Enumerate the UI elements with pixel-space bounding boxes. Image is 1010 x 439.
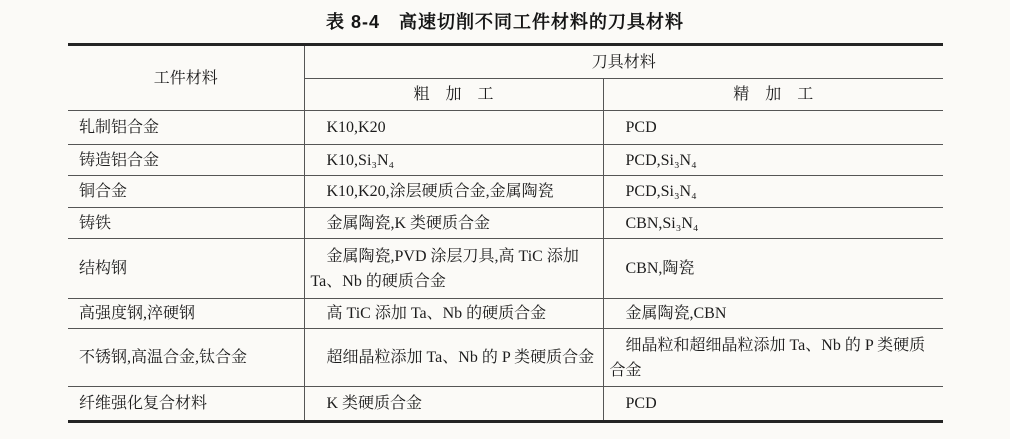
workpiece-cell: 高强度钢,淬硬钢 — [68, 299, 304, 329]
finish-cell: PCD,Si₃N₄ — [603, 145, 943, 176]
rough-cell: 高 TiC 添加 Ta、Nb 的硬质合金 — [304, 299, 603, 329]
table-row — [68, 176, 943, 208]
rough-cell: K10,Si₃N₄ — [304, 145, 603, 176]
workpiece-cell: 铸铁 — [68, 208, 304, 239]
rough-cell: K10,K20,涂层硬质合金,金属陶瓷 — [304, 176, 603, 208]
table-row — [68, 208, 943, 239]
header-rough-machining: 粗 加 工 — [304, 79, 603, 111]
table-row — [68, 299, 943, 329]
workpiece-cell: 不锈钢,高温合金,钛合金 — [68, 329, 304, 387]
workpiece-cell: 铸造铝合金 — [68, 145, 304, 176]
header-tool-material: 刀具材料 — [304, 45, 943, 79]
finish-cell: PCD — [603, 387, 943, 422]
rough-cell: 金属陶瓷,PVD 涂层刀具,高 TiC 添加 Ta、Nb 的硬质合金 — [304, 239, 603, 299]
rough-cell: 超细晶粒添加 Ta、Nb 的 P 类硬质合金 — [304, 329, 603, 387]
header-finish-machining: 精 加 工 — [603, 79, 943, 111]
table-row — [68, 111, 943, 145]
finish-cell: 细晶粒和超细晶粒添加 Ta、Nb 的 P 类硬质合金 — [603, 329, 943, 387]
table-row — [68, 239, 943, 299]
finish-cell: CBN,Si₃N₄ — [603, 208, 943, 239]
workpiece-cell: 轧制铝合金 — [68, 111, 304, 145]
finish-cell: PCD,Si₃N₄ — [603, 176, 943, 208]
rough-cell: K 类硬质合金 — [304, 387, 603, 422]
table-row — [68, 329, 943, 387]
rough-cell: 金属陶瓷,K 类硬质合金 — [304, 208, 603, 239]
workpiece-cell: 铜合金 — [68, 176, 304, 208]
header-row-1 — [68, 45, 943, 79]
tool-materials-table — [68, 43, 943, 423]
table-caption: 表 8-4 高速切削不同工件材料的刀具材料 — [325, 12, 684, 32]
table-row — [68, 145, 943, 176]
workpiece-cell: 结构钢 — [68, 239, 304, 299]
header-workpiece-material: 工件材料 — [68, 45, 304, 111]
finish-cell: 金属陶瓷,CBN — [603, 299, 943, 329]
rough-cell: K10,K20 — [304, 111, 603, 145]
table-row — [68, 387, 943, 422]
finish-cell: CBN,陶瓷 — [603, 239, 943, 299]
workpiece-cell: 纤维强化复合材料 — [68, 387, 304, 422]
finish-cell: PCD — [603, 111, 943, 145]
